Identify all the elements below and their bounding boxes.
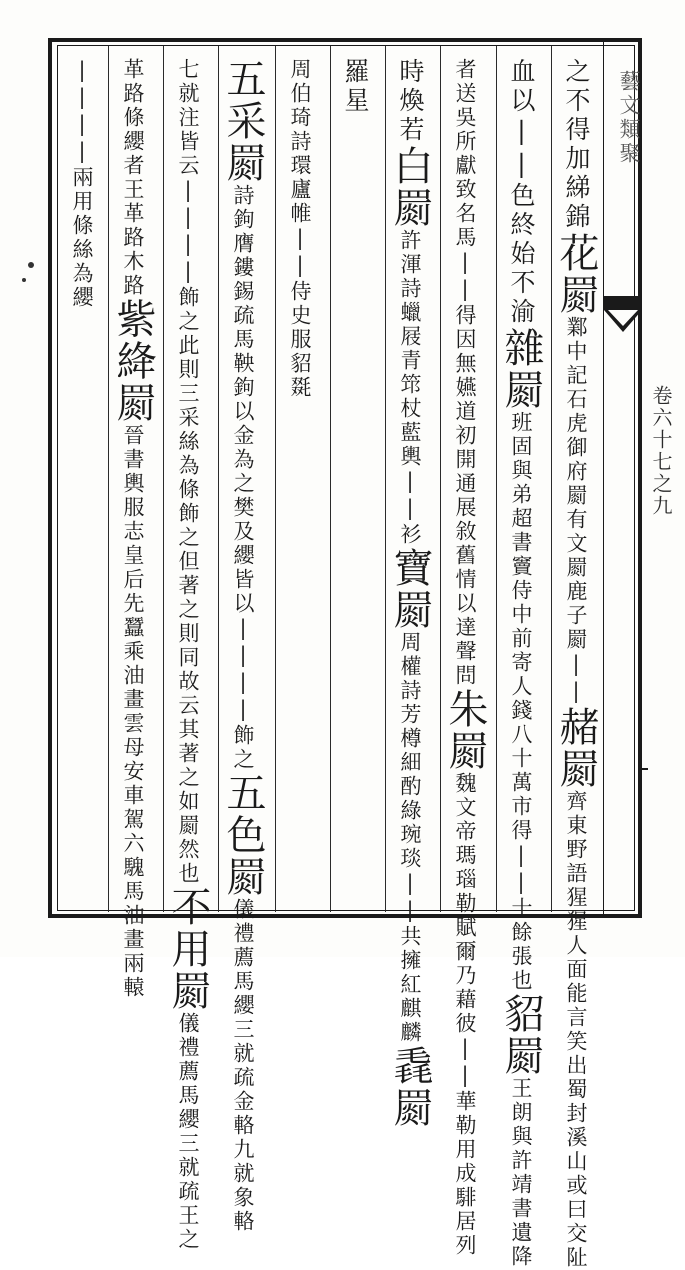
column-text: 者送吳所獻致名馬||得因無嬿道初開通展敘舊情以達聲問: [453, 58, 477, 688]
text-column-9: [110, 58, 156, 1000]
column-text: 羅星: [341, 58, 370, 116]
column-text: 周伯琦詩環廬帷||侍史服貂毲: [288, 58, 312, 400]
entry-heading: 雜罽: [498, 327, 544, 411]
column-note: 晉書輿服志皇后先蠶乘油畫雲母安車駕六騩馬油畫兩轅: [121, 424, 145, 1000]
text-column-8: [165, 58, 211, 1252]
column-note: 周權詩芳樽細酌綠琬琰||共擁紅麒麟: [398, 631, 422, 1045]
column-rule: [385, 46, 386, 912]
column-text: ||||兩用條絲為纓: [70, 58, 94, 310]
column-note: 鄴中記石虎御府罽有文罽鹿子罽||: [564, 316, 588, 706]
text-column-7: [220, 58, 266, 1234]
text-column-6: [284, 58, 316, 908]
column-note: 魏文帝瑪瑙勒賦爾乃藉彼||華勒用成騑居列: [453, 772, 477, 1258]
margin-rule: [603, 40, 604, 916]
column-rule: [551, 46, 552, 912]
ink-speck: [28, 262, 34, 268]
entry-heading: 赭罽: [553, 706, 599, 790]
column-note: 許渾詩蠟屐青筇杖藍輿||衫: [398, 229, 422, 547]
column-note: 王朗與許靖書遺降: [509, 1077, 533, 1269]
entry-heading: 白罽: [387, 145, 433, 229]
column-rule: [108, 46, 109, 912]
entry-heading: 五色罽: [220, 772, 266, 898]
text-column-1: [553, 58, 599, 1270]
column-text: 之不得加綈錦: [562, 58, 591, 232]
column-note: 儀禮薦馬纓三就疏金輅九就象輅: [231, 898, 255, 1234]
entry-heading: 紫絳罽: [110, 298, 156, 424]
entry-heading: 貂罽: [498, 993, 544, 1077]
margin-book-title: 藝文類聚: [617, 70, 641, 166]
column-rule: [275, 46, 276, 912]
entry-heading: 寶罽: [387, 547, 433, 631]
column-rule: [440, 46, 441, 912]
entry-heading: 五采罽: [220, 58, 266, 184]
fishtail-icon: [604, 296, 642, 336]
text-column-5: [339, 58, 371, 908]
entry-heading: 朱罽: [442, 688, 488, 772]
margin-mark: [640, 768, 648, 770]
column-text: 革路條纓者王革路木路: [121, 58, 145, 298]
entry-heading: 花罽: [553, 232, 599, 316]
column-rule: [163, 46, 164, 912]
column-note: 詩鉤膺鏤錫疏馬鞅鉤以金為之樊及纓皆以||||飾之: [231, 184, 255, 772]
margin-juan: 卷六十七之九: [649, 385, 673, 517]
column-text: 七就注皆云||||飾之此則三采絲為條飾之但著之則同故云其著之如罽然也: [176, 58, 200, 886]
column-text: 血以||色終始不渝: [507, 58, 536, 327]
text-column-10: [66, 58, 98, 908]
column-rule: [218, 46, 219, 912]
ink-speck: [22, 278, 26, 282]
column-note: 儀禮薦馬纓三就疏王之: [176, 1012, 200, 1252]
column-rule: [330, 46, 331, 912]
column-rule: [496, 46, 497, 912]
column-text: 時煥若: [396, 58, 425, 145]
text-column-2: [498, 58, 544, 1269]
entry-heading: 毳罽: [387, 1045, 433, 1129]
column-note: 班固與弟超書竇侍中前寄人錢八十萬市得||十餘張也: [509, 411, 533, 993]
text-column-3: [442, 58, 488, 1258]
column-note: 齊東野語猩猩人面能言笑出蜀封溪山或曰交阯: [564, 790, 588, 1270]
entry-heading: 不用罽: [165, 886, 211, 1012]
text-column-4: [387, 58, 433, 1129]
